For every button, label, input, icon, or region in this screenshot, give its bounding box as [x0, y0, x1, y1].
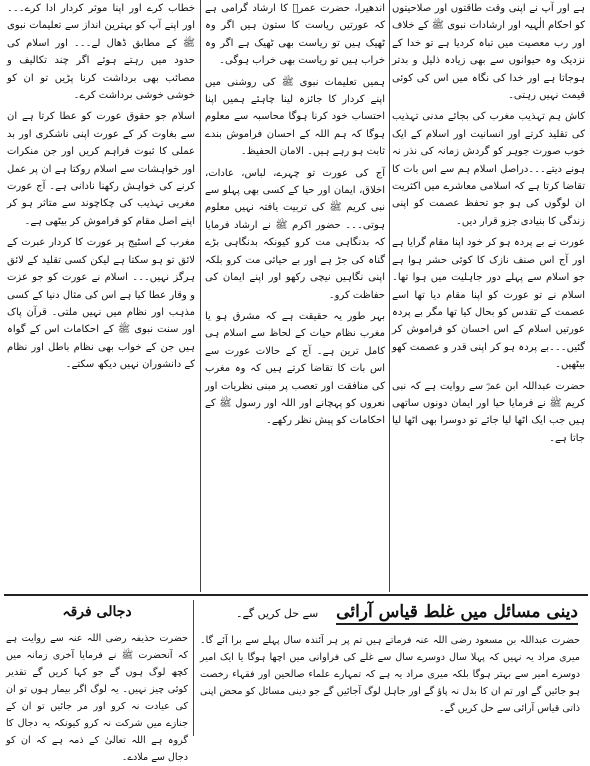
paragraph: اندھیرا، حضرت عمرؓ کا ارشاد گرامی ہے کہ عورتیں ریاست کا ستون ہیں اگر وہ ٹھیک ہیں تو ریاست بھی ٹھیک ہے اگر وہ خراب ہیں تو ریاست بھی خراب ہوگی۔ [205, 3, 385, 67]
masail-headline [204, 598, 578, 628]
masail-title: دینی مسائل میں غلط قیاس آرائی [336, 602, 578, 625]
dajjal-body: حضرت حذیفہ رضی اللہ عنہ سے روایت ہے کہ آنحضرت ﷺ نے فرمایا آخری زمانہ میں کچھ لوگ ہوں گے جو کہا کریں گے تقدیر کوئی چیز نہیں۔ یہ لوگ اگر بیمار ہوں تو ان کی عیادت نہ کرو اور مر جائیں تو ان کے جنازے میں شرکت نہ کرو کیونکہ یہ دجال کا گروہ ہے اللہ تعالیٰ کے ذمہ ہے کہ ان کو دجال سے ملادے۔ [6, 633, 188, 763]
masail-body: حضرت عبداللہ بن مسعود رضی اللہ عنہ فرماتے ہیں تم پر ہر آئندہ سال پہلے سے برا آئے گا۔ میری مراد یہ نہیں کہ پہلا سال دوسرے سال سے غلے کی فراوانی میں اچھا ہوگا یا ایک امیر دوسرے امیر سے بہتر ہوگا بلکہ میری مراد یہ ہے کہ تمہارے علماء صالحین اور فقہاء رخصت ہو جائیں گے اور تم ان کا بدل نہ پاؤ گے اور جاہل لوگ آجائیں گے جو دینی مسائل کو محض اپنی ذاتی قیاس آرائی سے حل کریں گے۔ [200, 635, 580, 714]
column-divider [389, 0, 390, 592]
dajjal-title: دجالی فرقہ [62, 604, 132, 620]
paragraph: عورت نے بے پردہ ہو کر خود اپنا مقام گرایا ہے اور آج اس صنف نازک کا کوئی حشر ہوا ہے جو اسلام سے پہلے دور جاہلیت میں ہوا تھا۔ اسلام نے تو عورت کو اپنا مقام دیا تھا اسے عصمت کے تقدس کو بحال کیا تھا مگر بے پردہ عورتیں اسلام کے اس احسان کو فراموش کر گئیں۔۔۔بے پردہ ہو کر اپنی قدر و عصمت کھو بیٹھیں۔ [392, 237, 585, 371]
paragraph: آج کی عورت تو چہرے، لباس، عادات، اخلاق، ایمان اور حیا کے کسی بھی پہلو سے نبی کریم ﷺ کی تربیت یافتہ نہیں معلوم ہوتی۔۔۔ حضور اکرم ﷺ نے ارشاد فرمایا کہ بدنگاہی مت کرو کیونکہ بدنگاہی بڑے گناہ کی جڑ ہے اور بے حیائی مت کرو بلکہ اپنی نگاہیں نیچی رکھو اور اپنے ایمان کی حفاظت کرو۔ [205, 167, 385, 301]
column-divider [200, 0, 201, 592]
paragraph: اسلام جو حقوق عورت کو عطا کرتا ہے ان سے بغاوت کر کے عورت اپنی ناشکری اور بد عملی کا ثبوت فراہم کریں اور جن منکرات اور خواہشات سے اسلام روکتا ہے ان پر عمل کرنے کی خواہش رکھنا نادانی ہے۔ آج عورت مغربی تہذیب کی چکاچوند سے متاثر ہو کر اپنے اصل مقام کو فراموش کر بیٹھی ہے۔ [7, 111, 195, 227]
paragraph: ہے اور آپ نے اپنی وقت طاقتوں اور صلاحیتوں کو احکام الٰہیہ اور ارشادات نبوی ﷺ کے خلاف اور رب معصیت میں تباہ کردیا ہے تو خدا کے نزدیک وہ حیوانوں سے بھی زیادہ ذلیل و بدتر ہوجاتا ہے اور خدا کی نگاہ میں اس کی کوئی قیمت نہیں رہتی۔ [392, 3, 585, 102]
masail-subtitle: سے حل کریں گے۔ [236, 606, 319, 620]
dajjal-section [4, 598, 190, 763]
masail-section [196, 598, 584, 738]
paragraph: بہر طور یہ حقیقت ہے کہ مشرق ہو یا مغرب نظام حیات کے لحاظ سے اسلام ہی کامل ترین ہے۔ آج کے حالات عورت سے اس بات کا تقاضا کرتے ہیں کہ وہ مغرب کی منافقت اور تعصب پر مبنی نظریات اور نعروں کو پہچانے اور اللہ اور رسول ﷺ کے احکامات کو پیش نظر رکھے۔ [205, 310, 385, 427]
article-column-left [7, 0, 195, 592]
article-column-middle [205, 0, 385, 592]
paragraph: حضرت عبداللہ ابن عمرؓ سے روایت ہے کہ نبی کریم ﷺ نے فرمایا حیا اور ایمان دونوں ساتھی ہیں جب ایک اٹھا لیا جائے تو دوسرا بھی اٹھا لیا جاتا ہے۔ [392, 380, 585, 444]
article-column-right [392, 0, 585, 592]
paragraph: کاش ہم تہذیب مغرب کی بجائے مدنی تہذیب کی تقلید کرتے اور انسانیت اور اسلام کے ایک خوب صورت جوہر کو گردش زمانہ کی نذر نہ ہونے دیتے۔۔۔دراصل اسلام ہم سے اس بات کا تقاضا کرتا ہے کہ اسلامی معاشرے میں اکثریت ان لوگوں کی ہو جو تحفظ عصمت کو اپنی زندگی کا بنیادی جزو قرار دیں۔ [392, 111, 585, 227]
paragraph: ہمیں تعلیمات نبوی ﷺ کی روشنی میں اپنے کردار کا جائزہ لینا چاہئے ہمیں اپنا احتساب خود کرنا ہوگا محاسبہ سے معلوم ہوگا کہ ہم اللہ کے احسان فراموش بندے ثابت ہو رہے ہیں۔ الامان الحفیظ۔ [205, 76, 385, 158]
paragraph: مغرب کے اسٹیج پر عورت کا کردار عبرت کے لائق تو ہو سکتا ہے لیکن کسی تقلید کے لائق ہرگز نہیں۔۔۔ اسلام نے عورت کو جو عزت و وقار عطا کیا ہے اس کی مثال دنیا کے کسی مذہب اور نظام میں نہیں ملتی۔ قرآن پاک اور سنت نبوی ﷺ کے احکامات اس کے گواہ ہیں جن کے خواب بھی نظام باطل اور نظام کے دانشوران نہیں دیکھ سکتے۔ [7, 237, 195, 371]
paragraph: خطاب کرے اور اپنا موثر کردار ادا کرے۔۔۔ اور اپنے آپ کو بہترین انداز سے تعلیمات نبوی ﷺ کے مطابق ڈھال لے۔۔۔ اور اسلام کی حدود میں رہتے ہوئے اگر چند تکالیف و مصائب بھی برداشت کرنا پڑیں تو ان کو خوشی خوشی برداشت کرے۔ [7, 3, 195, 102]
box-divider [193, 600, 194, 736]
section-divider [4, 594, 588, 596]
